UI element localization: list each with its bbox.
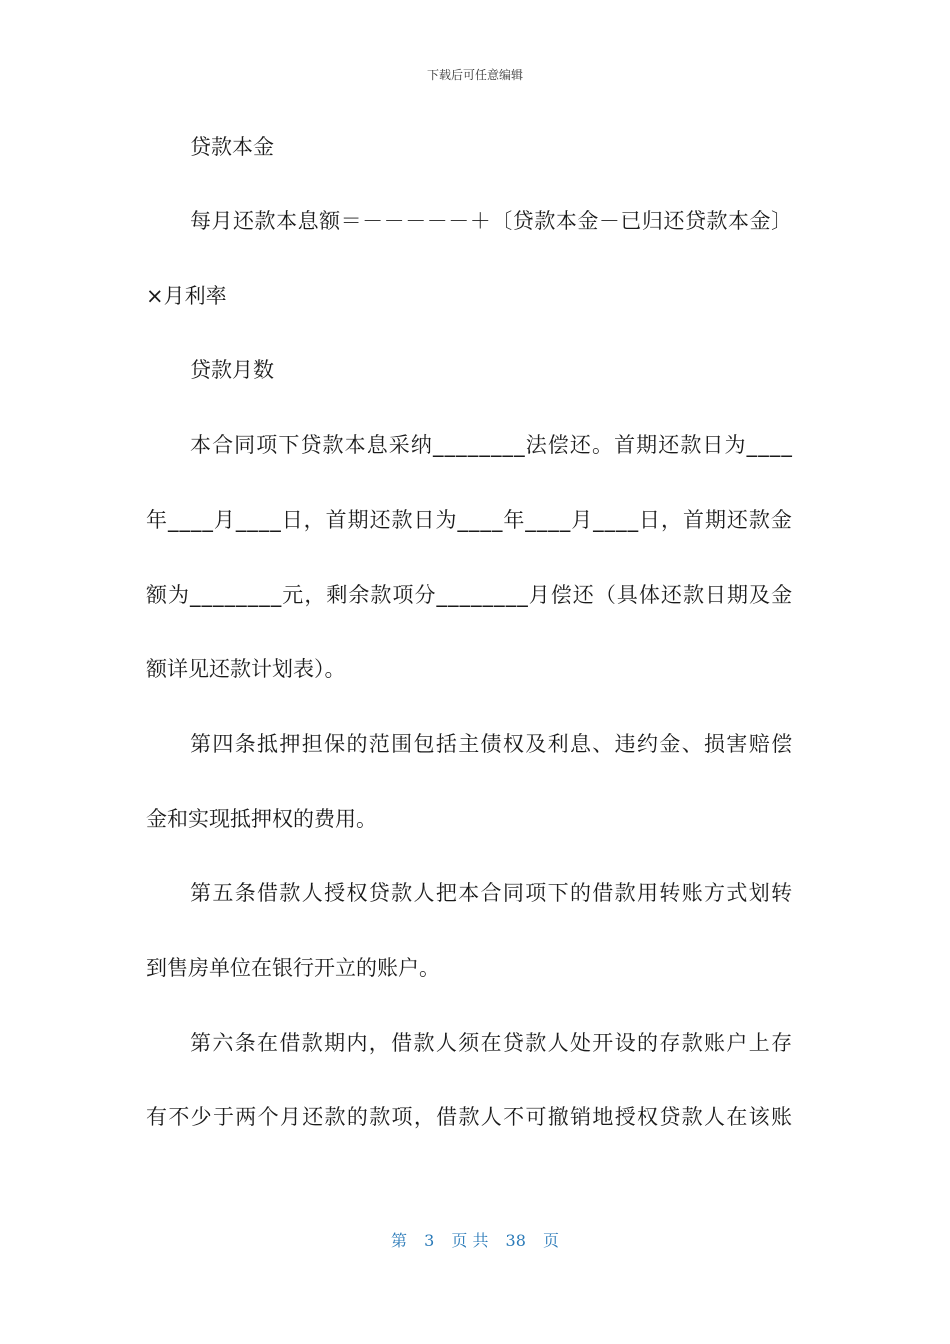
text-line: 第四条抵押担保的范围包括主债权及利息、违约金、损害赔偿 <box>190 732 794 756</box>
footer-ye: 页 <box>543 1231 560 1250</box>
footer-current-page: 3 <box>424 1231 435 1250</box>
text-line: 每月还款本息额＝－－－－－＋〔贷款本金－已归还贷款本金〕 <box>190 209 793 233</box>
text-line: 本合同项下贷款本息采纳________法偿还。首期还款日为____ <box>190 433 793 457</box>
page-footer <box>0 1228 950 1251</box>
text-line: 金和实现抵押权的费用。 <box>146 807 377 831</box>
footer-di: 第 <box>390 1231 407 1250</box>
footer-total-pages: 38 <box>505 1231 526 1250</box>
page-header-note: 下载后可任意编辑 <box>426 68 523 82</box>
text-line: 到售房单位在银行开立的账户。 <box>146 956 440 980</box>
footer-ye-gong: 页 共 <box>451 1231 489 1250</box>
text-line: 额为________元，剩余款项分________月偿还（具体还款日期及金 <box>146 583 794 607</box>
text-line: ×月利率 <box>146 284 227 308</box>
text-line: 第六条在借款期内，借款人须在贷款人处开设的存款账户上存 <box>190 1031 794 1055</box>
text-line: 第五条借款人授权贷款人把本合同项下的借款用转账方式划转 <box>190 881 794 905</box>
text-line: 贷款月数 <box>190 358 274 382</box>
text-line: 年____月____日，首期还款日为____年____月____日，首期还款金 <box>146 508 793 532</box>
text-line: 有不少于两个月还款的款项，借款人不可撤销地授权贷款人在该账 <box>146 1105 794 1129</box>
text-line: 额详见还款计划表）。 <box>146 657 346 681</box>
text-line: 贷款本金 <box>190 135 274 159</box>
